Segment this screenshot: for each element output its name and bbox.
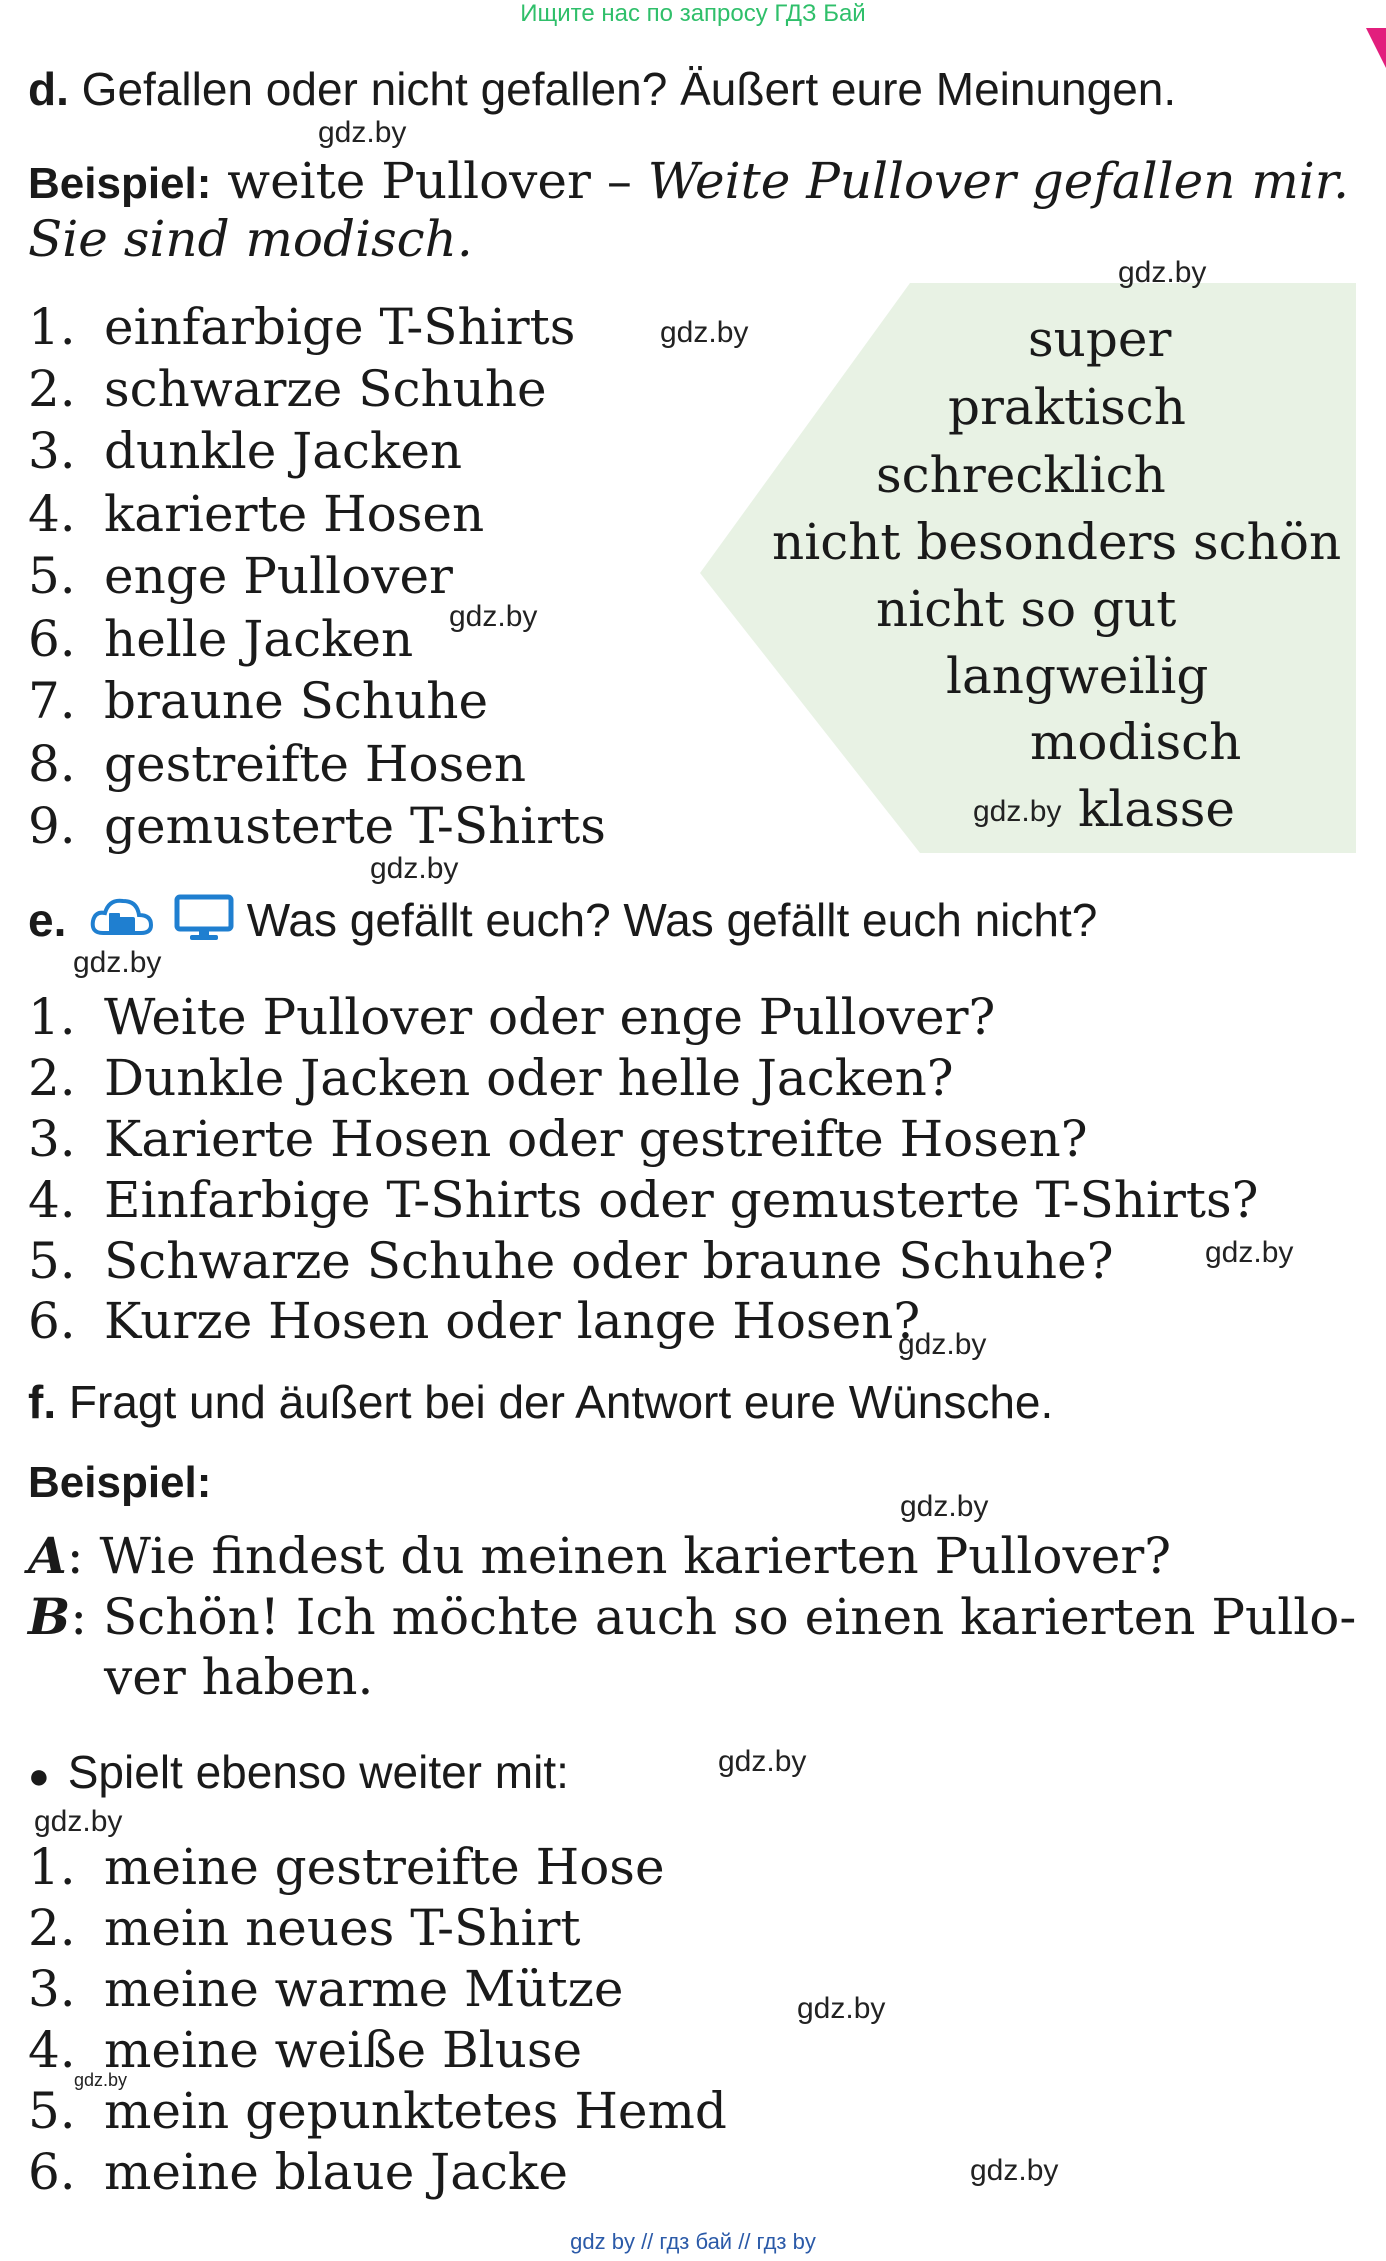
word-langweilig: langweilig bbox=[946, 647, 1209, 705]
list-item: 7. braune Schuhe bbox=[28, 672, 489, 730]
monitor-icon bbox=[174, 893, 234, 954]
watermark: gdz.by bbox=[449, 600, 538, 633]
list-item: 2. Dunkle Jacken oder helle Jacken? bbox=[28, 1049, 954, 1107]
list-item: 6. Kurze Hosen oder lange Hosen? bbox=[28, 1292, 921, 1350]
list-item: 5. enge Pullover bbox=[28, 547, 453, 605]
dialog-line-a bbox=[28, 1526, 1171, 1585]
list-item: 2. mein neues T-Shirt bbox=[28, 1899, 581, 1957]
section-d-heading bbox=[28, 62, 1176, 116]
list-item: 6. helle Jacken bbox=[28, 610, 414, 668]
list-item: 9. gemusterte T-Shirts bbox=[28, 797, 606, 855]
list-item: 6. meine blaue Jacke bbox=[28, 2143, 568, 2201]
footer-links: gdz by // гдз бай // гдз by bbox=[570, 2229, 816, 2254]
watermark: gdz.by bbox=[900, 1490, 989, 1523]
top-banner: Ищите нас по запросу ГДЗ Бай bbox=[520, 0, 866, 27]
watermark: gdz.by bbox=[34, 1805, 123, 1838]
watermark: gdz.by bbox=[797, 1992, 886, 2025]
watermark: gdz.by bbox=[370, 852, 459, 885]
watermark: gdz.by bbox=[318, 116, 407, 149]
list-item: 4. Einfarbige T-Shirts oder gemusterte T-Shirts? bbox=[28, 1171, 1259, 1229]
list-item: 8. gestreifte Hosen bbox=[28, 735, 527, 793]
bullet-heading bbox=[28, 1745, 569, 1799]
beispiel-line-1 bbox=[28, 152, 1349, 210]
beispiel-label-f: Beispiel: bbox=[28, 1458, 212, 1507]
speaker-b-label: B bbox=[28, 1587, 71, 1646]
speaker-b-text-2: ver haben. bbox=[104, 1648, 374, 1706]
list-item: 2. schwarze Schuhe bbox=[28, 360, 547, 418]
list-item: 5. Schwarze Schuhe oder braune Schuhe? bbox=[28, 1232, 1114, 1290]
list-item: 5. mein gepunktetes Hemd bbox=[28, 2082, 727, 2140]
speaker-b-text-1: : Schön! Ich möchte auch so einen karierten Pullo- bbox=[70, 1588, 1357, 1646]
section-f-heading bbox=[28, 1375, 1053, 1429]
watermark: gdz.by bbox=[898, 1328, 987, 1361]
word-modisch: modisch bbox=[1030, 713, 1242, 771]
beispiel-text: weite Pullover – bbox=[227, 152, 632, 210]
dialog-line-b bbox=[28, 1587, 1356, 1646]
list-item: 3. meine warme Mütze bbox=[28, 1960, 624, 2018]
bullet-text: Spielt ebenso weiter mit: bbox=[67, 1746, 569, 1798]
beispiel-label: Beispiel: bbox=[28, 159, 212, 208]
watermark: gdz.by bbox=[660, 316, 749, 349]
beispiel-italic-1: Weite Pullover gefallen mir. bbox=[647, 152, 1350, 210]
word-nicht-so-gut: nicht so gut bbox=[876, 580, 1177, 638]
speaker-a-label: A bbox=[28, 1526, 67, 1585]
section-f-title: Fragt und äußert bei der Antwort eure Wünsche. bbox=[68, 1376, 1054, 1428]
list-item: 1. einfarbige T-Shirts bbox=[28, 298, 576, 356]
speaker-a-text: : Wie findest du meinen karierten Pullover? bbox=[66, 1527, 1172, 1585]
watermark: gdz.by bbox=[973, 795, 1062, 828]
list-item: 4. meine weiße Bluse bbox=[28, 2021, 583, 2079]
word-klasse: klasse bbox=[1078, 780, 1236, 838]
watermark: gdz.by bbox=[718, 1745, 807, 1778]
section-e-heading bbox=[28, 893, 1097, 954]
corner-tab-decoration bbox=[1366, 28, 1386, 68]
watermark: gdz.by bbox=[970, 2154, 1059, 2187]
word-schrecklich: schrecklich bbox=[876, 446, 1166, 504]
bullet-dot: ● bbox=[28, 1755, 50, 1796]
list-item: 3. Karierte Hosen oder gestreifte Hosen? bbox=[28, 1110, 1088, 1168]
list-item: 4. karierte Hosen bbox=[28, 485, 485, 543]
word-nicht-besonders-schoen: nicht besonders schön bbox=[772, 513, 1342, 571]
watermark: gdz.by bbox=[1205, 1236, 1294, 1269]
beispiel-italic-2: Sie sind modisch. bbox=[28, 210, 473, 268]
section-e-title: Was gefällt euch? Was gefällt euch nicht? bbox=[246, 894, 1098, 946]
section-e-letter: e. bbox=[28, 894, 67, 946]
watermark: gdz.by bbox=[74, 2070, 128, 2090]
watermark: gdz.by bbox=[73, 946, 162, 979]
word-praktisch: praktisch bbox=[948, 378, 1186, 436]
word-super: super bbox=[1028, 310, 1172, 368]
section-d-letter: d. bbox=[28, 63, 69, 115]
section-f-letter: f. bbox=[28, 1376, 57, 1428]
watermark: gdz.by bbox=[1118, 256, 1207, 289]
list-item: 3. dunkle Jacken bbox=[28, 422, 463, 480]
section-d-title: Gefallen oder nicht gefallen? Äußert eure Meinungen. bbox=[81, 63, 1177, 115]
list-item: 1. Weite Pullover oder enge Pullover? bbox=[28, 988, 996, 1046]
list-item: 1. meine gestreifte Hose bbox=[28, 1838, 665, 1896]
